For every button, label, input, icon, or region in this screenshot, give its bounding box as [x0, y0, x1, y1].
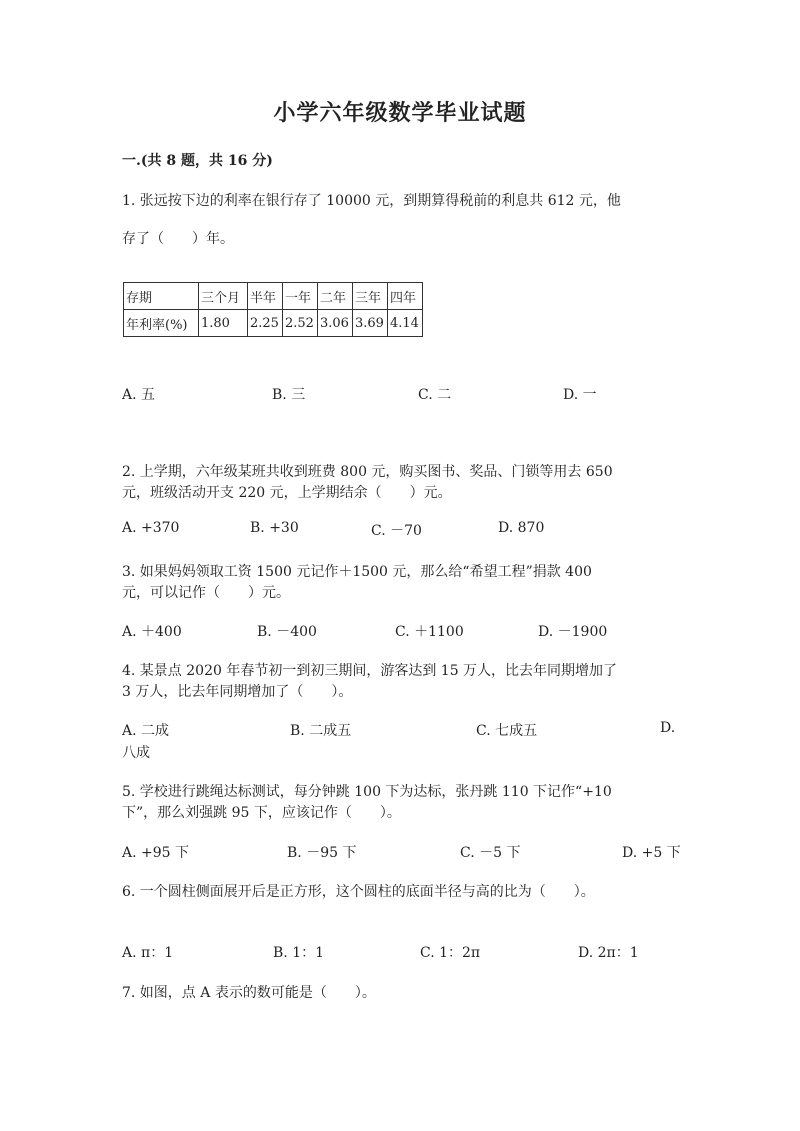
- question-3-option-b[interactable]: B. －400: [257, 624, 317, 640]
- table-row: [124, 310, 423, 337]
- section-heading: 一.(共 8 题，共 16 分): [122, 153, 273, 169]
- question-1-option-b[interactable]: B. 三: [272, 387, 306, 403]
- question-6-text-line-1: 6. 一个圆柱侧面展开后是正方形，这个圆柱的底面半径与高的比为（ ）。: [122, 884, 595, 900]
- question-1-text-line-1: 1. 张远按下边的利率在银行存了 10000 元，到期算得税前的利息共 612 元，他: [122, 193, 621, 209]
- question-3-option-d[interactable]: D. －1900: [538, 624, 608, 640]
- table-cell: 2.52: [283, 310, 318, 337]
- question-3-text-line-1: 3. 如果妈妈领取工资 1500 元记作＋1500 元，那么给“希望工程”捐款 400: [122, 564, 592, 580]
- question-4-text-line-1: 4. 某景点 2020 年春节初一到初三期间，游客达到 15 万人，比去年同期增加了: [122, 663, 618, 679]
- question-2-text-line-1: 2. 上学期，六年级某班共收到班费 800 元，购买图书、奖品、门锁等用去 650: [122, 464, 613, 480]
- question-1-option-a[interactable]: A. 五: [122, 387, 156, 403]
- table-cell: 存期: [124, 283, 199, 310]
- table-cell: 三年: [353, 283, 388, 310]
- question-1-option-d[interactable]: D. 一: [563, 387, 597, 403]
- question-5-option-b[interactable]: B. －95 下: [287, 845, 357, 861]
- question-5-text-line-1: 5. 学校进行跳绳达标测试，每分钟跳 100 下为达标，张丹跳 110 下记作“+10: [122, 784, 612, 800]
- question-4-option-d[interactable]: D.: [660, 720, 676, 736]
- question-5-option-d[interactable]: D. +5 下: [622, 845, 681, 861]
- table-cell: 三个月: [199, 283, 248, 310]
- question-6-option-c[interactable]: C. 1：2π: [420, 945, 481, 961]
- table-cell: 年利率(%): [124, 310, 199, 337]
- table-cell: 半年: [248, 283, 283, 310]
- table-cell: 四年: [388, 283, 423, 310]
- question-3-text-line-2: 元，可以记作（ ）元。: [122, 585, 290, 601]
- table-cell: 2.25: [248, 310, 283, 337]
- table-cell: 3.69: [353, 310, 388, 337]
- question-2-option-b[interactable]: B. +30: [250, 520, 299, 536]
- table-cell: 一年: [283, 283, 318, 310]
- question-6-option-d[interactable]: D. 2π：1: [578, 945, 639, 961]
- table-header-row: [124, 283, 423, 310]
- question-4-option-b[interactable]: B. 二成五: [290, 723, 352, 739]
- question-2-option-c[interactable]: C. －70: [371, 523, 422, 539]
- table-cell: 3.06: [318, 310, 353, 337]
- question-4-option-c[interactable]: C. 七成五: [476, 723, 538, 739]
- question-2-option-a[interactable]: A. +370: [122, 520, 180, 536]
- question-5-option-c[interactable]: C. －5 下: [460, 845, 521, 861]
- question-4-option-a[interactable]: A. 二成: [122, 723, 170, 739]
- question-6-option-a[interactable]: A. π：1: [122, 945, 174, 961]
- table-cell: 4.14: [388, 310, 423, 337]
- question-4-option-d-text[interactable]: 八成: [122, 745, 150, 761]
- question-1-option-c[interactable]: C. 二: [418, 387, 452, 403]
- table-cell: 1.80: [199, 310, 248, 337]
- question-2-option-d[interactable]: D. 870: [498, 520, 545, 536]
- question-5-option-a[interactable]: A. +95 下: [122, 845, 190, 861]
- question-2-text-line-2: 元，班级活动开支 220 元，上学期结余（ ）元。: [122, 485, 452, 501]
- interest-rate-table: [123, 282, 423, 337]
- table-cell: 二年: [318, 283, 353, 310]
- question-5-text-line-2: 下”，那么刘强跳 95 下，应该记作（ ）。: [122, 805, 401, 821]
- question-7-text-line-1: 7. 如图，点 A 表示的数可能是（ ）。: [122, 985, 376, 1001]
- question-1-text-line-2: 存了（ ）年。: [122, 231, 234, 247]
- question-3-option-a[interactable]: A. ＋400: [122, 624, 182, 640]
- question-4-text-line-2: 3 万人，比去年同期增加了（ ）。: [122, 684, 353, 700]
- question-3-option-c[interactable]: C. ＋1100: [395, 624, 464, 640]
- question-6-option-b[interactable]: B. 1：1: [273, 945, 325, 961]
- page-title: 小学六年级数学毕业试题: [273, 100, 527, 126]
